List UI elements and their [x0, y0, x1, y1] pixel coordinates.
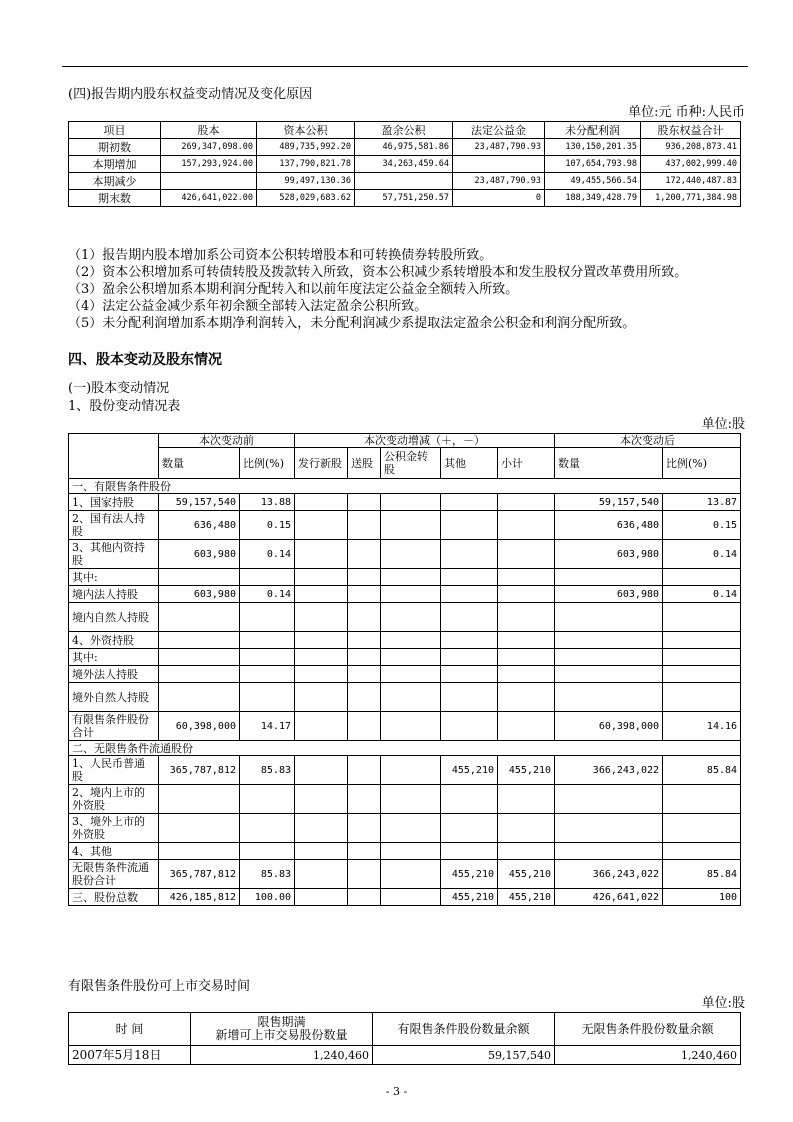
column-header: 其他: [441, 448, 498, 479]
table-cell: [381, 632, 441, 649]
table-cell: 57,751,250.57: [355, 190, 453, 207]
table-row: [69, 139, 741, 156]
table-cell: [240, 632, 295, 649]
table-cell: [453, 156, 545, 173]
table-cell: [348, 860, 381, 889]
table-cell: 85.83: [240, 860, 295, 889]
subsection-title: (一)股本变动情况: [68, 381, 170, 396]
table-cell: [498, 683, 555, 712]
table-cell: [348, 494, 381, 511]
table-cell: [295, 569, 348, 586]
table-cell: [441, 649, 498, 666]
table-cell: [381, 756, 441, 785]
table-cell: [348, 843, 381, 860]
table-row: [69, 712, 741, 741]
table-cell: [159, 843, 240, 860]
table-cell: 100: [663, 889, 741, 906]
table-cell: 99,497,130.36: [257, 173, 355, 190]
table-cell: [295, 785, 348, 814]
table-cell: [381, 843, 441, 860]
note-line: （4）法定公益金减少系年初余额全部转入法定盈余公积所致。: [68, 299, 428, 314]
group-header: 本次变动前: [159, 434, 295, 448]
table-cell: [348, 569, 381, 586]
table-cell: [295, 889, 348, 906]
table-cell: [663, 632, 741, 649]
table-cell: [381, 603, 441, 632]
table-cell: [240, 843, 295, 860]
row-label: 有限售条件股份合计: [69, 712, 159, 741]
table-row: [69, 156, 741, 173]
table-cell: 489,735,992.20: [257, 139, 355, 156]
share-change-table: [68, 433, 741, 906]
table-cell: [348, 712, 381, 741]
table-cell: [295, 586, 348, 603]
table-cell: [498, 540, 555, 569]
column-header: 小计: [498, 448, 555, 479]
table-cell: [295, 756, 348, 785]
table-row: [69, 649, 741, 666]
table-cell: 59,157,540: [555, 494, 663, 511]
table-cell: [498, 511, 555, 540]
table-cell: 365,787,812: [159, 756, 240, 785]
table-cell: 455,210: [498, 889, 555, 906]
table-cell: [555, 603, 663, 632]
table-cell: 0.14: [240, 540, 295, 569]
equity-section-title: (四)报告期内股东权益变动情况及变化原因: [68, 87, 313, 102]
note-line: （1）报告期内股本增加系公司资本公积转增股本和可转换债券转股所致。: [68, 248, 493, 263]
row-label: 4、外资持股: [69, 632, 159, 649]
table-cell: [348, 785, 381, 814]
table-cell: [240, 666, 295, 683]
unlock-unit-label: 单位:股: [701, 996, 745, 1011]
table-row: [69, 494, 741, 511]
table-cell: 14.16: [663, 712, 741, 741]
column-header: 资本公积: [257, 122, 355, 139]
table-cell: [240, 603, 295, 632]
table-cell: [441, 632, 498, 649]
shares-unit-label: 单位:股: [701, 417, 745, 432]
table-cell: [295, 814, 348, 843]
table-cell: [159, 632, 240, 649]
table-cell: 59,157,540: [159, 494, 240, 511]
table-cell: 636,480: [159, 511, 240, 540]
section-label: 一、有限售条件股份: [69, 479, 741, 494]
table-cell: [348, 586, 381, 603]
table-cell: [348, 632, 381, 649]
table-cell: [498, 569, 555, 586]
table-cell: 23,487,790.93: [453, 173, 545, 190]
row-label: 其中:: [69, 569, 159, 586]
column-header: 数量: [555, 448, 663, 479]
table-cell: [441, 666, 498, 683]
section-heading: 四、股本变动及股东情况: [68, 352, 222, 368]
table-cell: [381, 511, 441, 540]
table-cell: [161, 173, 257, 190]
row-label: 境外自然人持股: [69, 683, 159, 712]
table-row: [69, 814, 741, 843]
table-row: [69, 666, 741, 683]
section-label: 二、无限售条件流通股份: [69, 741, 741, 756]
table-cell: 437,002,999.40: [641, 156, 741, 173]
table-cell: [498, 666, 555, 683]
table-row: [69, 569, 741, 586]
table-cell: [663, 603, 741, 632]
table-cell: [381, 540, 441, 569]
column-header: 比例(%): [240, 448, 295, 479]
table-cell: [295, 649, 348, 666]
section-row: [69, 741, 741, 756]
table-cell: [295, 540, 348, 569]
table-row: [69, 843, 741, 860]
table-cell: [348, 603, 381, 632]
table-row: [69, 511, 741, 540]
table-row: [69, 173, 741, 190]
table-cell: [498, 649, 555, 666]
column-header: 项目: [69, 122, 161, 139]
table-cell: [159, 569, 240, 586]
table-cell: [240, 814, 295, 843]
table-cell: [348, 889, 381, 906]
equity-change-table: [68, 121, 741, 207]
table-cell: 0.15: [240, 511, 295, 540]
table-cell: 936,208,873.41: [641, 139, 741, 156]
table-cell: 59,157,540: [373, 1046, 555, 1065]
table-cell: [295, 843, 348, 860]
column-header: 盈余公积: [355, 122, 453, 139]
table-cell: [663, 683, 741, 712]
table-cell: [381, 889, 441, 906]
table-cell: [441, 494, 498, 511]
table-cell: [498, 603, 555, 632]
row-label: 1、国家持股: [69, 494, 159, 511]
column-header: 数量: [159, 448, 240, 479]
table-cell: [381, 494, 441, 511]
table-cell: [663, 569, 741, 586]
group-header: 本次变动增减（＋，－）: [295, 434, 555, 448]
table-cell: [555, 814, 663, 843]
table-cell: [381, 814, 441, 843]
table-cell: [663, 843, 741, 860]
equity-notes: [68, 247, 687, 332]
table-row: [69, 683, 741, 712]
table-cell: [663, 666, 741, 683]
table-row: [69, 540, 741, 569]
row-label: 境内自然人持股: [69, 603, 159, 632]
table-cell: [159, 603, 240, 632]
table-cell: [348, 814, 381, 843]
column-header: 比例(%): [663, 448, 741, 479]
column-header-row: [69, 448, 741, 479]
table-cell: 60,398,000: [555, 712, 663, 741]
table-cell: [381, 683, 441, 712]
column-header: 股本: [161, 122, 257, 139]
table-cell: [159, 683, 240, 712]
table-cell: [663, 649, 741, 666]
table-cell: [295, 511, 348, 540]
table-cell: [441, 586, 498, 603]
table-header-row: [69, 1013, 741, 1046]
table-cell: 85.84: [663, 860, 741, 889]
row-label: 1、人民币普通股: [69, 756, 159, 785]
table-cell: [441, 683, 498, 712]
row-label: 3、境外上市的外资股: [69, 814, 159, 843]
table-cell: [295, 494, 348, 511]
table-cell: 366,243,022: [555, 860, 663, 889]
table-cell: [498, 712, 555, 741]
table-cell: [555, 843, 663, 860]
column-header: 无限售条件股份数量余额: [555, 1013, 741, 1046]
table-cell: [498, 632, 555, 649]
table-cell: 603,980: [159, 540, 240, 569]
table-cell: [441, 785, 498, 814]
table-cell: [441, 843, 498, 860]
table-cell: 426,641,022: [555, 889, 663, 906]
table-cell: 603,980: [159, 586, 240, 603]
table-cell: [295, 683, 348, 712]
table-cell: [240, 785, 295, 814]
row-label: 其中:: [69, 649, 159, 666]
table-cell: 130,150,201.35: [545, 139, 641, 156]
page-number: - 3 -: [385, 1085, 408, 1098]
table-cell: 0: [453, 190, 545, 207]
row-label: 期末数: [69, 190, 161, 207]
table-cell: [295, 666, 348, 683]
table-cell: 0.14: [240, 586, 295, 603]
table-cell: [441, 540, 498, 569]
table-cell: 13.88: [240, 494, 295, 511]
table-cell: [159, 785, 240, 814]
table-cell: 100.00: [240, 889, 295, 906]
table-cell: 14.17: [240, 712, 295, 741]
table-cell: [295, 603, 348, 632]
table-cell: [441, 712, 498, 741]
row-label: 3、其他内资持股: [69, 540, 159, 569]
table-cell: [159, 666, 240, 683]
header-blank-cell: [69, 434, 159, 479]
table-cell: [295, 632, 348, 649]
table-cell: 46,975,581.86: [355, 139, 453, 156]
table-cell: 455,210: [498, 756, 555, 785]
table-header-row: [69, 122, 741, 139]
table-cell: 269,347,098.00: [161, 139, 257, 156]
row-label: 境内法人持股: [69, 586, 159, 603]
table-cell: 137,790,821.78: [257, 156, 355, 173]
table-cell: 1,200,771,384.98: [641, 190, 741, 207]
table-cell: [381, 569, 441, 586]
column-header: 法定公益金: [453, 122, 545, 139]
table-cell: 426,641,022.00: [161, 190, 257, 207]
column-header: 股东权益合计: [641, 122, 741, 139]
table-cell: 34,263,459.64: [355, 156, 453, 173]
table-cell: [555, 666, 663, 683]
table-cell: [441, 569, 498, 586]
column-header: 未分配利润: [545, 122, 641, 139]
table-cell: [159, 814, 240, 843]
table-cell: [240, 569, 295, 586]
note-line: （3）盈余公积增加系本期利润分配转入和以前年度法定公益金全额转入所致。: [68, 282, 519, 297]
table-cell: [348, 683, 381, 712]
column-header: 送股: [348, 448, 381, 479]
row-label: 2、国有法人持股: [69, 511, 159, 540]
table-cell: [295, 712, 348, 741]
table-cell: [381, 785, 441, 814]
table-cell: [498, 586, 555, 603]
column-header: 限售期满 新增可上市交易股份数量: [191, 1013, 373, 1046]
equity-unit-label: 单位:元 币种:人民币: [628, 105, 745, 120]
table-cell: [348, 666, 381, 683]
table-row: [69, 1046, 741, 1065]
table-cell: [498, 814, 555, 843]
table-cell: [348, 756, 381, 785]
row-label: 2、境内上市的外资股: [69, 785, 159, 814]
table-cell: [381, 586, 441, 603]
table-cell: [441, 511, 498, 540]
note-line: （5）未分配利润增加系本期净利润转入，未分配利润减少系提取法定盈余公积金和利润分配所致。: [68, 316, 636, 331]
table-cell: [348, 511, 381, 540]
table-cell: 603,980: [555, 540, 663, 569]
table-cell: [381, 649, 441, 666]
table-row: [69, 632, 741, 649]
table-cell: 157,293,924.00: [161, 156, 257, 173]
table-cell: [555, 649, 663, 666]
table-cell: 188,349,428.79: [545, 190, 641, 207]
table-cell: 366,243,022: [555, 756, 663, 785]
column-header: 公积金转股: [381, 448, 441, 479]
table-cell: [381, 666, 441, 683]
table-cell: [240, 683, 295, 712]
table-cell: [555, 632, 663, 649]
row-label: 无限售条件流通股份合计: [69, 860, 159, 889]
table-cell: [663, 814, 741, 843]
column-header: 时 间: [69, 1013, 191, 1046]
table-title: 1、股份变动情况表: [68, 399, 181, 414]
table-cell: 23,487,790.93: [453, 139, 545, 156]
table-cell: 426,185,812: [159, 889, 240, 906]
table-cell: 49,455,566.54: [545, 173, 641, 190]
table-cell: 85.84: [663, 756, 741, 785]
unlock-schedule-table: [68, 1012, 741, 1065]
table-cell: [441, 603, 498, 632]
table-cell: [498, 494, 555, 511]
table-cell: 0.15: [663, 511, 741, 540]
row-label: 4、其他: [69, 843, 159, 860]
table-cell: 455,210: [441, 860, 498, 889]
table-cell: 172,440,487.83: [641, 173, 741, 190]
table-cell: [240, 649, 295, 666]
table-cell: 1,240,460: [555, 1046, 741, 1065]
table-cell: [348, 649, 381, 666]
row-label: 2007年5月18日: [69, 1046, 191, 1065]
row-label: 境外法人持股: [69, 666, 159, 683]
table-cell: 528,029,683.62: [257, 190, 355, 207]
table-cell: [555, 785, 663, 814]
table-row: [69, 889, 741, 906]
table-cell: 0.14: [663, 540, 741, 569]
table-cell: 365,787,812: [159, 860, 240, 889]
table-cell: [555, 683, 663, 712]
table-cell: 455,210: [441, 756, 498, 785]
table-cell: [663, 785, 741, 814]
table-row: [69, 785, 741, 814]
column-header: 发行新股: [295, 448, 348, 479]
group-header: 本次变动后: [555, 434, 741, 448]
row-label: 三、股份总数: [69, 889, 159, 906]
row-label: 本期减少: [69, 173, 161, 190]
row-label: 期初数: [69, 139, 161, 156]
table-cell: 107,654,793.98: [545, 156, 641, 173]
table-cell: [355, 173, 453, 190]
table-cell: [441, 814, 498, 843]
table-row: [69, 190, 741, 207]
table-cell: [348, 540, 381, 569]
table-cell: 1,240,460: [191, 1046, 373, 1065]
note-line: （2）资本公积增加系可转债转股及拨款转入所致，资本公积减少系转增股本和发生股权分置改革费用所致。: [68, 265, 688, 280]
table-row: [69, 586, 741, 603]
table-cell: 455,210: [498, 860, 555, 889]
group-header-row: [69, 434, 741, 448]
unlock-section-title: 有限售条件股份可上市交易时间: [68, 979, 251, 994]
table-cell: 85.83: [240, 756, 295, 785]
table-row: [69, 603, 741, 632]
table-cell: [498, 843, 555, 860]
header-rule: [62, 66, 748, 67]
table-cell: [381, 860, 441, 889]
table-cell: 636,480: [555, 511, 663, 540]
table-cell: [295, 860, 348, 889]
table-row: [69, 860, 741, 889]
row-label: 本期增加: [69, 156, 161, 173]
column-header: 有限售条件股份数量余额: [373, 1013, 555, 1046]
table-cell: [498, 785, 555, 814]
table-cell: [159, 649, 240, 666]
table-cell: 60,398,000: [159, 712, 240, 741]
table-cell: [381, 712, 441, 741]
table-cell: [555, 569, 663, 586]
table-row: [69, 756, 741, 785]
table-cell: 13.87: [663, 494, 741, 511]
table-cell: 455,210: [441, 889, 498, 906]
section-row: [69, 479, 741, 494]
table-cell: 603,980: [555, 586, 663, 603]
table-cell: 0.14: [663, 586, 741, 603]
